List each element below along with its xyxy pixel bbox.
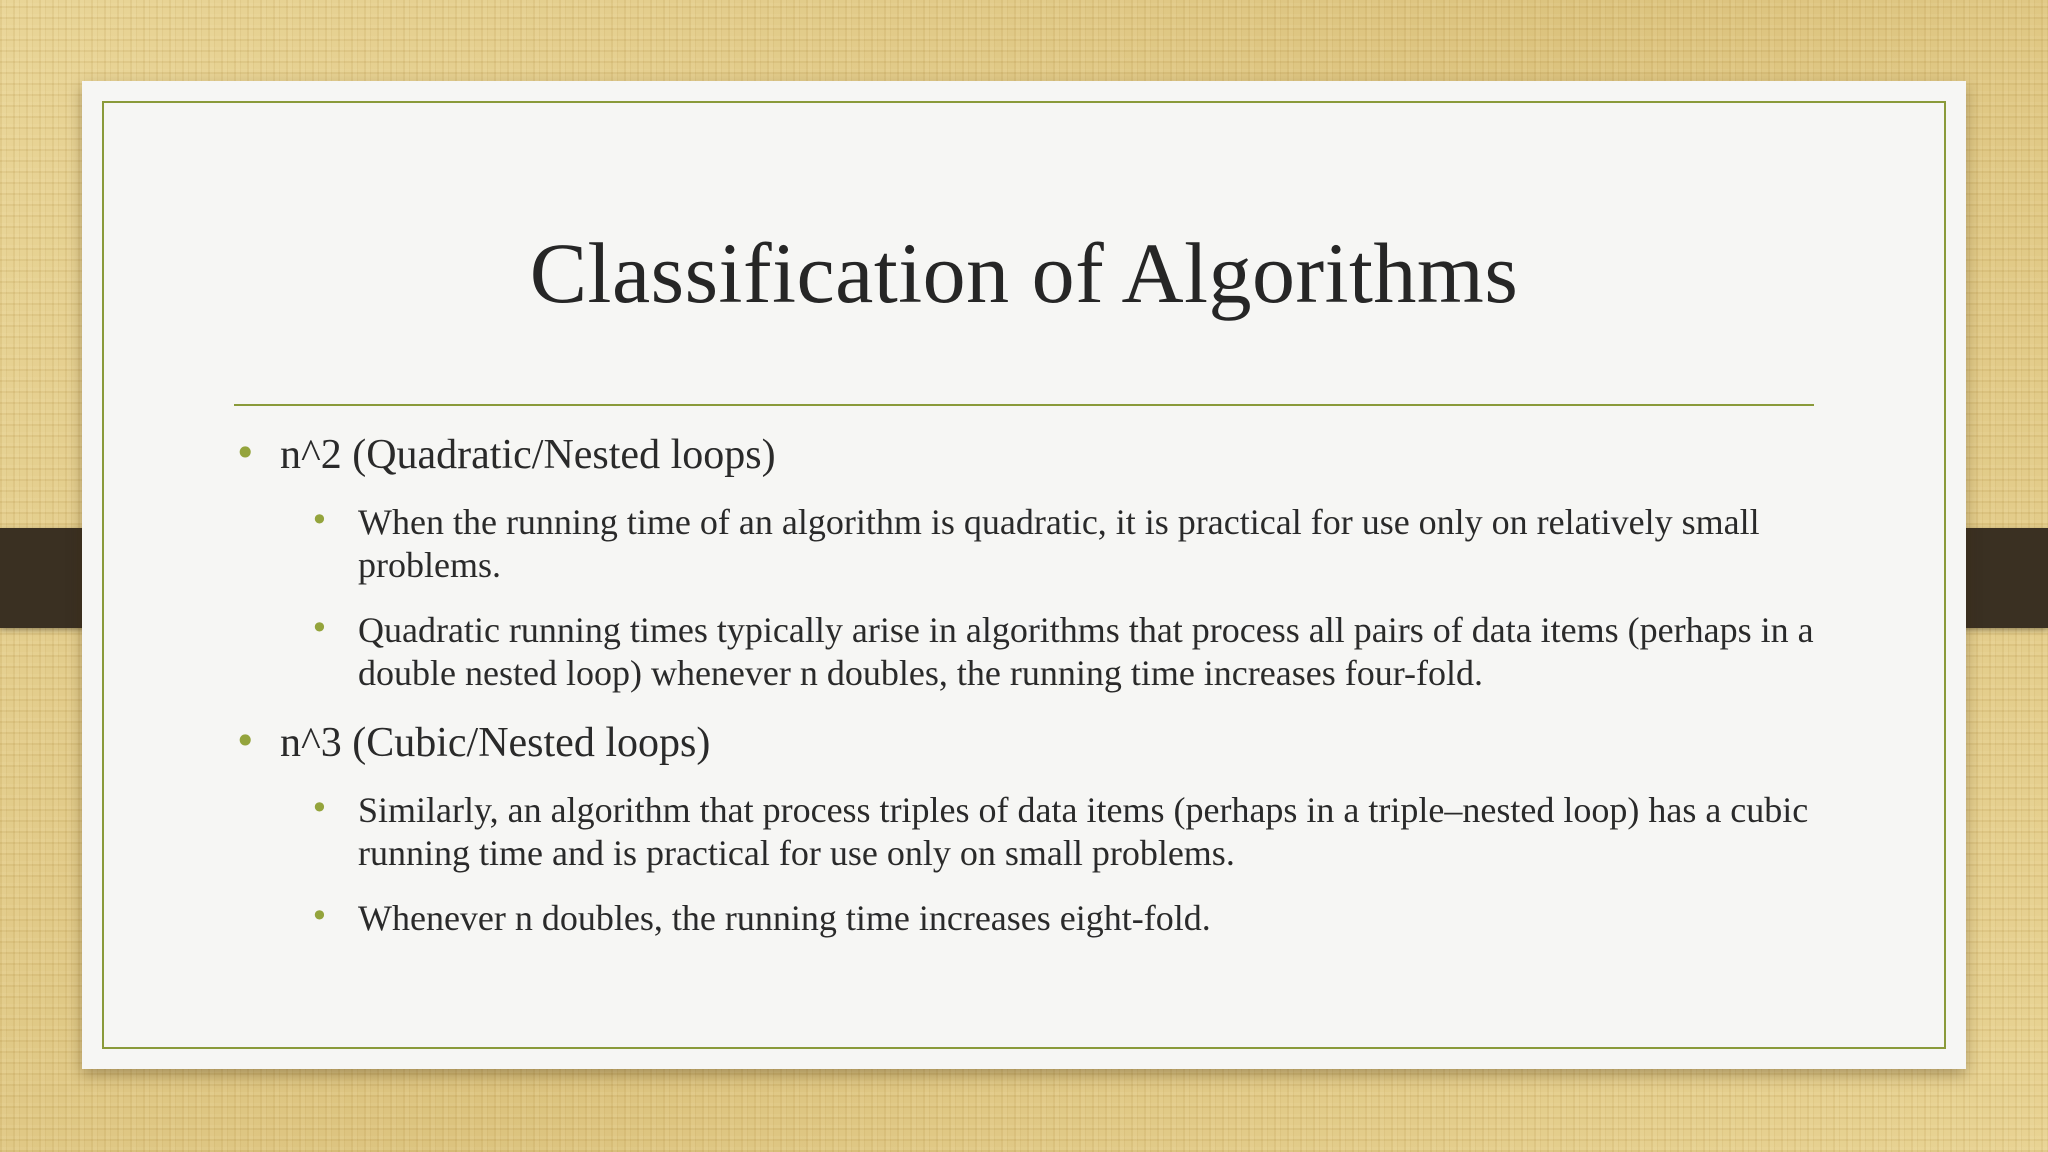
bullet-text: n^3 (Cubic/Nested loops) bbox=[280, 720, 711, 766]
bullet-icon: • bbox=[310, 789, 329, 827]
sub-bullet-item bbox=[310, 789, 1844, 875]
sub-bullet-text: Similarly, an algorithm that process triples of data items (perhaps in a triple–nested loop) has a cubic running time and is practical for use only on small problems. bbox=[358, 790, 1809, 873]
slide-card bbox=[82, 81, 1966, 1069]
title-divider bbox=[234, 404, 1814, 406]
sub-bullet-text: Whenever n doubles, the running time increases eight-fold. bbox=[358, 898, 1211, 938]
bullet-item bbox=[234, 717, 1844, 769]
bullet-item bbox=[234, 429, 1844, 481]
sub-bullet-text: When the running time of an algorithm is quadratic, it is practical for use only on relatively small problems. bbox=[358, 502, 1760, 585]
bullet-icon: • bbox=[234, 719, 257, 763]
bullet-icon: • bbox=[310, 501, 329, 539]
bullet-icon: • bbox=[234, 431, 257, 475]
bullet-icon: • bbox=[310, 609, 329, 647]
bullet-icon: • bbox=[310, 897, 329, 935]
sub-bullet-item bbox=[310, 501, 1844, 587]
sub-bullet-text: Quadratic running times typically arise in algorithms that process all pairs of data items (perhaps in a double nested loop) whenever n doubles, the running time increases four-fold. bbox=[358, 610, 1814, 693]
bullet-text: n^2 (Quadratic/Nested loops) bbox=[280, 432, 776, 478]
slide-title: Classification of Algorithms bbox=[529, 225, 1519, 321]
sub-bullet-item bbox=[310, 609, 1844, 695]
slide-content bbox=[234, 429, 1844, 962]
sub-bullet-item bbox=[310, 897, 1844, 940]
